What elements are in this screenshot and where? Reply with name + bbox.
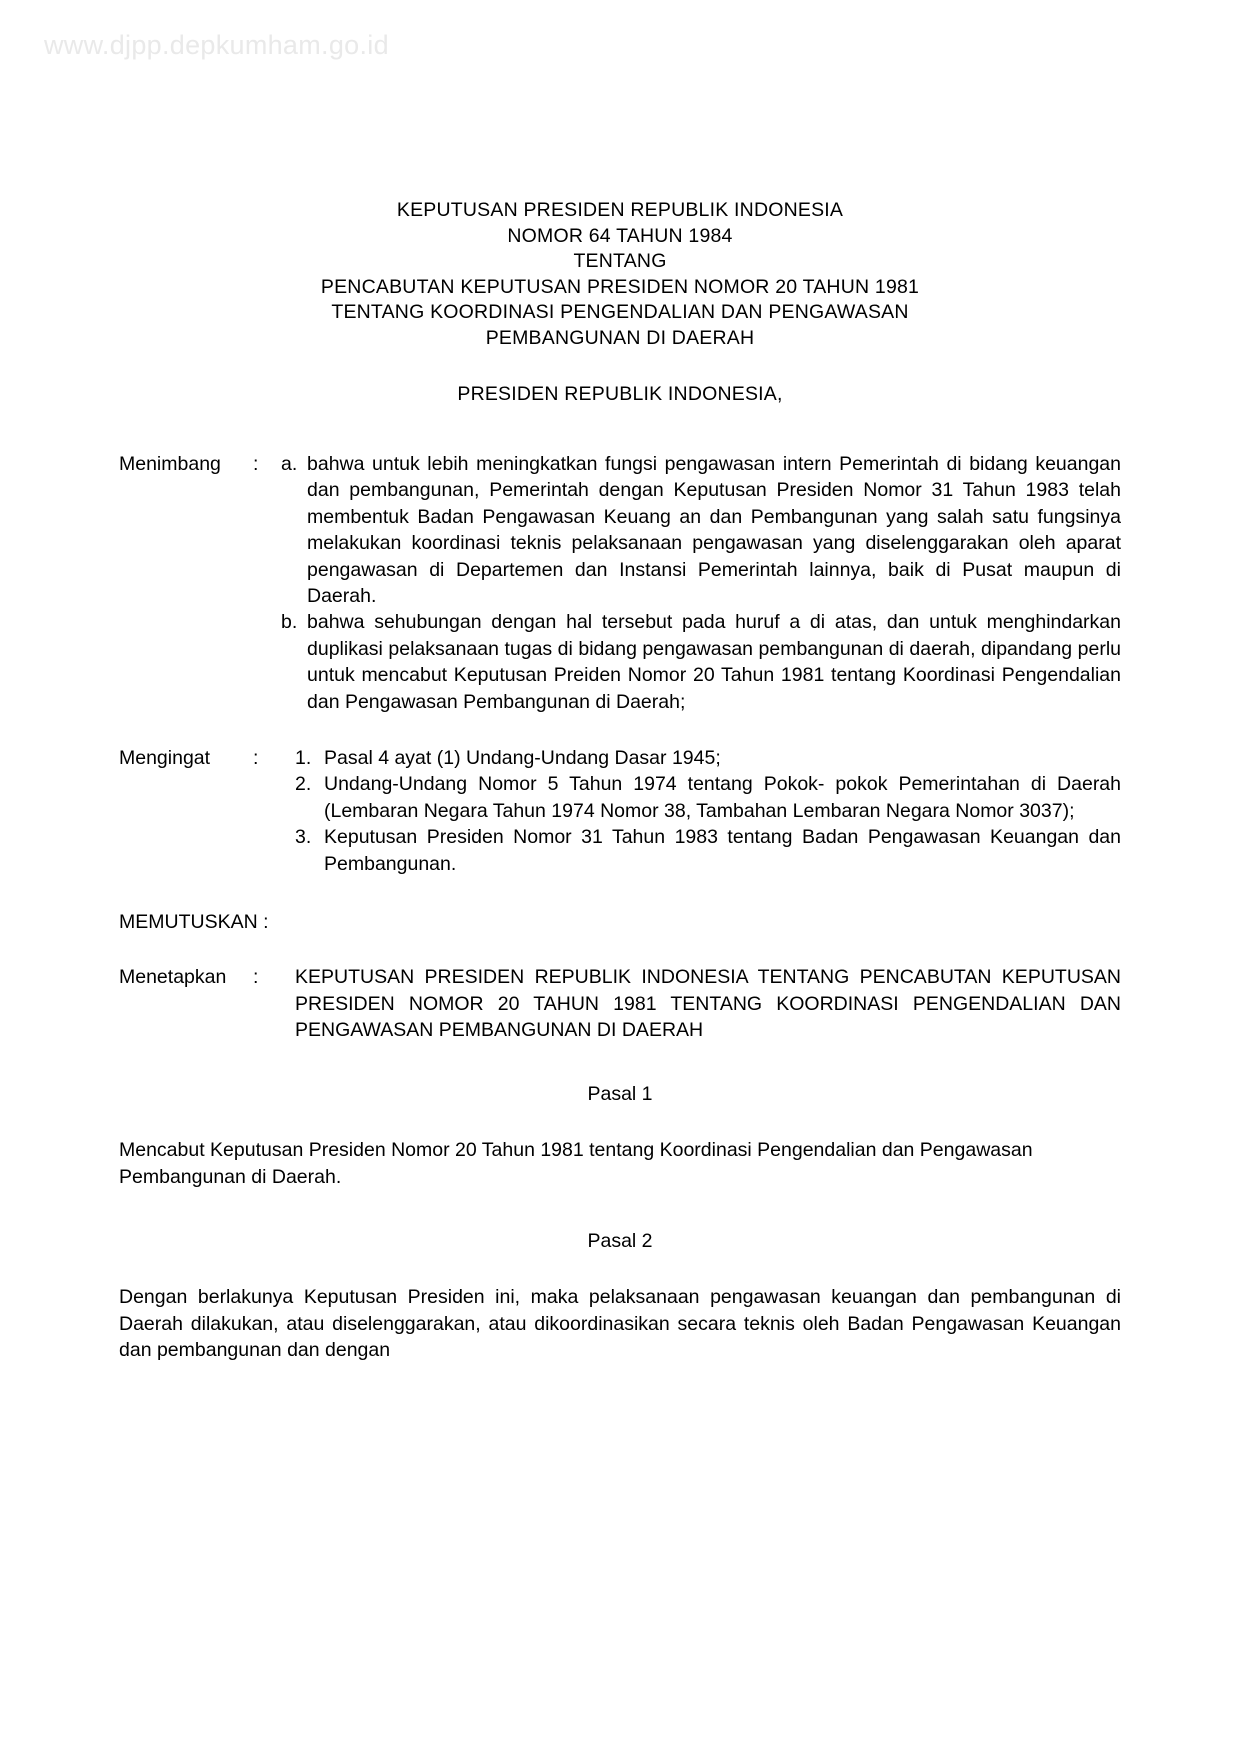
title-line-6: PEMBANGUNAN DI DAERAH bbox=[485, 326, 755, 349]
menimbang-label: Menimbang bbox=[119, 453, 221, 475]
issuing-authority: PRESIDEN REPUBLIK INDONESIA, bbox=[457, 383, 783, 405]
item-text: Undang-Undang Nomor 5 Tahun 1974 tentang Pokok- pokok Pemerintahan di Daerah (Lembaran Negara Tahun 1974 Nomor 38, Tambahan Lembaran Negara Nomor 3037); bbox=[324, 773, 1121, 822]
title-line-3: TENTANG bbox=[573, 250, 667, 272]
pasal-2-body: Dengan berlakunya Keputusan Presiden ini, maka pelaksanaan pengawasan keuangan dan pembangunan di Daerah dilakukan, atau diselenggarakan, atau dikoordinasikan secara teknis oleh Badan Pengawasan Keuangan dan pembangunan dan dengan bbox=[119, 1286, 1121, 1361]
item-marker: a. bbox=[281, 453, 298, 475]
menetapkan-colon: : bbox=[253, 966, 259, 989]
site-watermark: www.djpp.depkumham.go.id bbox=[44, 30, 389, 60]
menimbang-item-a bbox=[281, 451, 1121, 609]
mengingat-items bbox=[295, 745, 1121, 877]
document-content bbox=[119, 198, 1121, 1363]
mengingat-item-3 bbox=[295, 824, 1121, 877]
title-line-4: PENCABUTAN KEPUTUSAN PRESIDEN NOMOR 20 TAHUN 1981 bbox=[320, 275, 920, 298]
mengingat-item-2 bbox=[295, 771, 1121, 824]
mengingat-item-1 bbox=[295, 745, 1121, 771]
title-line-2: NOMOR 64 TAHUN 1984 bbox=[507, 224, 733, 247]
menetapkan-text: KEPUTUSAN PRESIDEN REPUBLIK INDONESIA TENTANG PENCABUTAN KEPUTUSAN PRESIDEN NOMOR 20 TAHUN 1981 TENTANG KOORDINASI PENGENDALIAN DAN PENGAWASAN PEMBANGUNAN DI DAERAH bbox=[295, 966, 1121, 1041]
item-text: Pasal 4 ayat (1) Undang-Undang Dasar 1945; bbox=[324, 747, 721, 770]
item-text: Keputusan Presiden Nomor 31 Tahun 1983 tentang Badan Pengawasan Keuangan dan Pembangunan. bbox=[324, 826, 1121, 875]
item-text: bahwa sehubungan dengan hal tersebut pada huruf a di atas, dan untuk menghindarkan duplikasi pelaksanaan tugas di bidang pengawasan pembangunan di daerah, dipandang perlu untuk mencabut Keputusan Preiden Nomor 20 Tahun 1981 tentang Koordinasi Pengendalian dan Pengawasan Pembangunan di Daerah; bbox=[307, 611, 1121, 713]
item-marker: 3. bbox=[295, 826, 312, 849]
document-title-block bbox=[119, 198, 1121, 351]
menetapkan-section bbox=[119, 964, 1121, 1043]
menimbang-colon: : bbox=[253, 453, 259, 475]
memutuskan-heading: MEMUTUSKAN : bbox=[119, 911, 269, 934]
item-marker: 1. bbox=[295, 747, 312, 770]
item-marker: b. bbox=[281, 611, 298, 634]
mengingat-label: Mengingat bbox=[119, 747, 211, 770]
title-line-1: KEPUTUSAN PRESIDEN REPUBLIK INDONESIA bbox=[396, 199, 844, 221]
title-line-5: TENTANG KOORDINASI PENGENDALIAN DAN PENGAWASAN bbox=[331, 301, 909, 323]
mengingat-colon: : bbox=[253, 747, 259, 770]
menimbang-items bbox=[281, 451, 1121, 715]
pasal-1-body: Mencabut Keputusan Presiden Nomor 20 Tahun 1981 tentang Koordinasi Pengendalian dan Pengawasan Pembangunan di Daerah. bbox=[119, 1139, 1033, 1188]
pasal-2-heading: Pasal 2 bbox=[587, 1230, 653, 1253]
menimbang-section bbox=[119, 451, 1121, 715]
pasal-1-heading: Pasal 1 bbox=[587, 1083, 653, 1106]
item-marker: 2. bbox=[295, 773, 312, 796]
menetapkan-label: Menetapkan bbox=[119, 966, 227, 989]
item-text: bahwa untuk lebih meningkatkan fungsi pengawasan intern Pemerintah di bidang keuangan dan pembangunan, Pemerintah dengan Keputusan Presiden Nomor 31 Tahun 1983 telah membentuk Badan Pengawasan Keuang an dan Pembangunan yang salah satu fungsinya melakukan koordinasi teknis pelaksanaan pengawasan yang diselenggarakan oleh aparat pengawasan di Departemen dan Instansi Pemerintah lainnya, baik di Pusat maupun di Daerah. bbox=[307, 453, 1121, 608]
menimbang-item-b bbox=[281, 609, 1121, 715]
mengingat-section bbox=[119, 745, 1121, 877]
